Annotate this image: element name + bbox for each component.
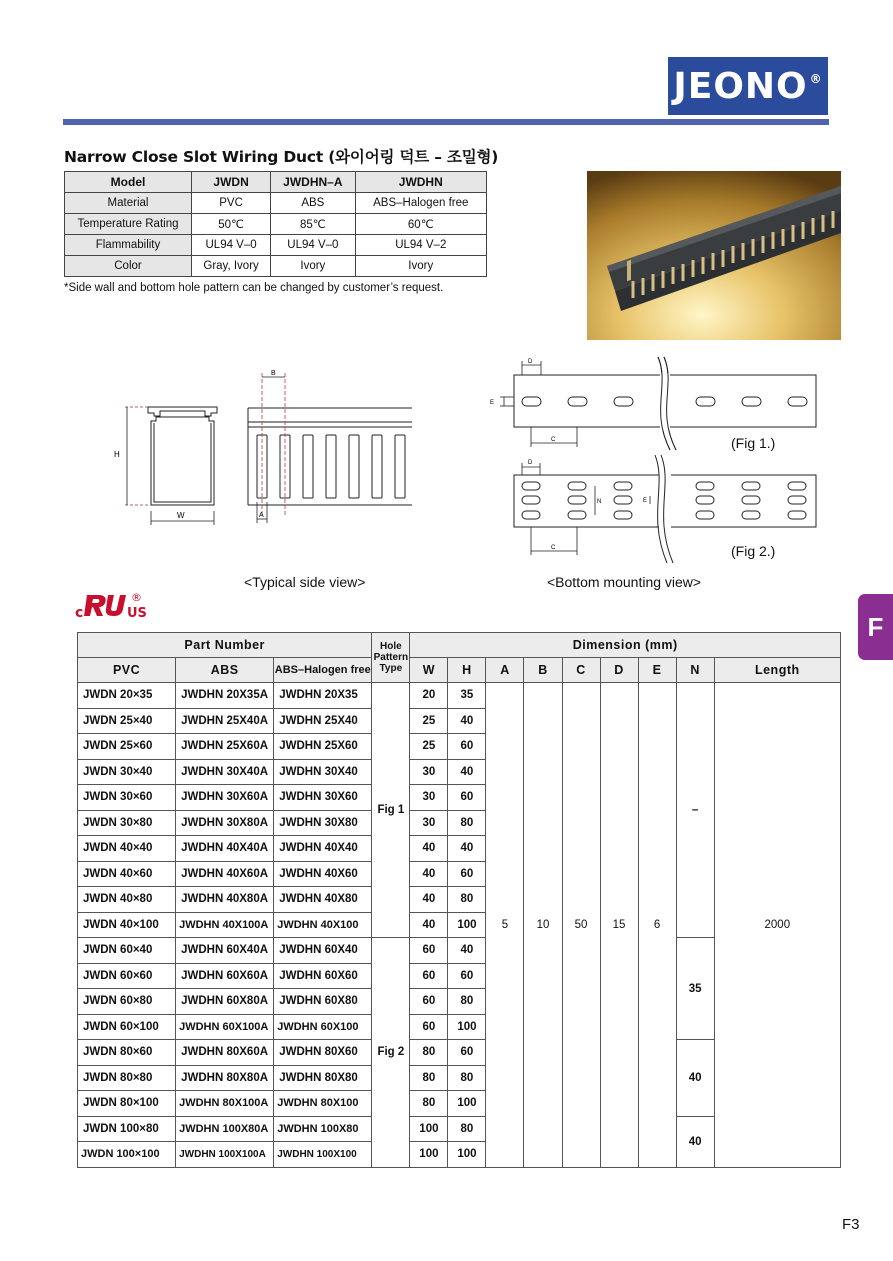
header-pvc: PVC <box>78 658 176 683</box>
dim-w: 60 <box>410 938 448 964</box>
pvc-part: JWDN 30×60 <box>78 785 176 811</box>
dim-w: 40 <box>410 861 448 887</box>
header-rule <box>63 119 829 125</box>
spec-cell: Ivory <box>271 256 355 277</box>
hole-pattern-fig2: Fig 2 <box>372 938 410 1168</box>
halogen-free-part: JWDHN 80X80 <box>274 1065 372 1091</box>
dim-h: 60 <box>448 1040 486 1066</box>
pvc-part: JWDN 100×100 <box>78 1142 176 1168</box>
pvc-part: JWDN 80×80 <box>78 1065 176 1091</box>
header-d: D <box>600 658 638 683</box>
label-h: H <box>114 450 120 459</box>
header-abs-halogen-free: ABS–Halogen free <box>274 658 372 683</box>
dim-w: 100 <box>410 1142 448 1168</box>
pvc-part: JWDN 25×60 <box>78 734 176 760</box>
dim-w: 80 <box>410 1040 448 1066</box>
spec-cell: ABS <box>271 193 355 214</box>
halogen-free-part: JWDHN 25X60 <box>274 734 372 760</box>
abs-part: JWDHN 80X100A <box>176 1091 274 1117</box>
pvc-part: JWDN 60×60 <box>78 963 176 989</box>
dim-h: 80 <box>448 810 486 836</box>
halogen-free-part: JWDHN 30X60 <box>274 785 372 811</box>
spec-header-jwdhn: JWDHN <box>355 172 486 193</box>
abs-part: JWDHN 40X80A <box>176 887 274 913</box>
table-column-header-row <box>78 658 841 683</box>
dim-h: 60 <box>448 734 486 760</box>
abs-part: JWDHN 100X100A <box>176 1142 274 1168</box>
dim-w: 40 <box>410 887 448 913</box>
dim-w: 40 <box>410 836 448 862</box>
dim-w: 20 <box>410 683 448 709</box>
label-c-fig2: C <box>551 545 556 551</box>
table-row <box>78 683 841 709</box>
dim-w: 60 <box>410 989 448 1015</box>
spec-row <box>65 214 487 235</box>
spec-cell: 60℃ <box>355 214 486 235</box>
typical-side-view-caption: <Typical side view> <box>244 574 366 590</box>
dim-h: 80 <box>448 989 486 1015</box>
abs-part: JWDHN 60X80A <box>176 989 274 1015</box>
halogen-free-part: JWDHN 40X100 <box>274 912 372 938</box>
dim-a: 5 <box>486 683 524 1168</box>
abs-part: JWDHN 30X60A <box>176 785 274 811</box>
dim-h: 80 <box>448 887 486 913</box>
pvc-part: JWDN 30×80 <box>78 810 176 836</box>
pvc-part: JWDN 40×40 <box>78 836 176 862</box>
dim-h: 100 <box>448 1091 486 1117</box>
halogen-free-part: JWDHN 80X100 <box>274 1091 372 1117</box>
abs-part: JWDHN 40X40A <box>176 836 274 862</box>
header-b: B <box>524 658 562 683</box>
dim-w: 25 <box>410 708 448 734</box>
svg-text:US: US <box>127 606 147 621</box>
side-cross-section-diagram <box>105 395 225 530</box>
halogen-free-part: JWDHN 60X60 <box>274 963 372 989</box>
jeono-logo: JEONO ® <box>668 57 828 115</box>
label-d-fig1: D <box>528 359 533 365</box>
spec-cell: UL94 V–2 <box>355 235 486 256</box>
spec-row <box>65 235 487 256</box>
spec-row <box>65 256 487 277</box>
dim-b: 10 <box>524 683 562 1168</box>
halogen-free-part: JWDHN 40X80 <box>274 887 372 913</box>
dim-w: 80 <box>410 1091 448 1117</box>
halogen-free-part: JWDHN 40X40 <box>274 836 372 862</box>
side-wall-diagram <box>240 365 415 530</box>
dim-h: 100 <box>448 1014 486 1040</box>
spec-row-label: Material <box>65 193 192 214</box>
header-part-number: Part Number <box>78 633 372 658</box>
pvc-part: JWDN 100×80 <box>78 1116 176 1142</box>
dim-h: 40 <box>448 759 486 785</box>
header-hole-pattern-type: Hole Pattern Type <box>372 633 410 683</box>
pvc-part: JWDN 60×40 <box>78 938 176 964</box>
halogen-free-part: JWDHN 30X40 <box>274 759 372 785</box>
pvc-part: JWDN 60×100 <box>78 1014 176 1040</box>
header-n: N <box>676 658 714 683</box>
dim-n-40-second: 40 <box>676 1116 714 1167</box>
halogen-free-part: JWDHN 60X40 <box>274 938 372 964</box>
spec-header-row <box>65 172 487 193</box>
dim-h: 40 <box>448 708 486 734</box>
abs-part: JWDHN 100X80A <box>176 1116 274 1142</box>
spec-cell: Ivory <box>355 256 486 277</box>
dim-h: 80 <box>448 1065 486 1091</box>
label-a: A <box>259 512 264 519</box>
dim-h: 100 <box>448 1142 486 1168</box>
abs-part: JWDHN 60X100A <box>176 1014 274 1040</box>
dim-h: 60 <box>448 785 486 811</box>
cru-us-certification-icon <box>75 589 160 622</box>
spec-cell: 50℃ <box>192 214 271 235</box>
header-c: C <box>562 658 600 683</box>
svg-text:®: ® <box>131 591 142 604</box>
abs-part: JWDHN 30X80A <box>176 810 274 836</box>
dim-d: 15 <box>600 683 638 1168</box>
abs-part: JWDHN 25X40A <box>176 708 274 734</box>
abs-part: JWDHN 25X60A <box>176 734 274 760</box>
dim-h: 100 <box>448 912 486 938</box>
header-h: H <box>448 658 486 683</box>
dim-c: 50 <box>562 683 600 1168</box>
halogen-free-part: JWDHN 25X40 <box>274 708 372 734</box>
dim-w: 60 <box>410 963 448 989</box>
pvc-part: JWDN 60×80 <box>78 989 176 1015</box>
dim-w: 60 <box>410 1014 448 1040</box>
abs-part: JWDHN 40X100A <box>176 912 274 938</box>
pvc-part: JWDN 80×60 <box>78 1040 176 1066</box>
halogen-free-part: JWDHN 40X60 <box>274 861 372 887</box>
dim-w: 25 <box>410 734 448 760</box>
dim-h: 35 <box>448 683 486 709</box>
abs-part: JWDHN 60X60A <box>176 963 274 989</box>
header-w: W <box>410 658 448 683</box>
dim-h: 40 <box>448 836 486 862</box>
dim-h: 60 <box>448 861 486 887</box>
spec-row-label: Temperature Rating <box>65 214 192 235</box>
dim-h: 40 <box>448 938 486 964</box>
header-length: Length <box>714 658 840 683</box>
abs-part: JWDHN 20X35A <box>176 683 274 709</box>
pvc-part: JWDN 40×80 <box>78 887 176 913</box>
dim-n-dash: – <box>676 683 714 938</box>
page-number: F3 <box>842 1216 860 1233</box>
dim-w: 30 <box>410 785 448 811</box>
label-c-fig1: C <box>551 437 556 443</box>
customization-note: *Side wall and bottom hole pattern can be changed by customer’s request. <box>64 282 444 294</box>
halogen-free-part: JWDHN 60X100 <box>274 1014 372 1040</box>
spec-row-label: Flammability <box>65 235 192 256</box>
pvc-part: JWDN 80×100 <box>78 1091 176 1117</box>
page-title: Narrow Close Slot Wiring Duct (와이어링 덕트 – 조밀형) <box>64 148 499 166</box>
pvc-part: JWDN 20×35 <box>78 683 176 709</box>
dim-h: 80 <box>448 1116 486 1142</box>
pvc-part: JWDN 25×40 <box>78 708 176 734</box>
spec-row <box>65 193 487 214</box>
bottom-view-fig2-diagram <box>495 455 825 565</box>
spec-table <box>64 171 487 277</box>
product-photo <box>587 171 841 340</box>
abs-part: JWDHN 60X40A <box>176 938 274 964</box>
abs-part: JWDHN 30X40A <box>176 759 274 785</box>
dim-length: 2000 <box>714 683 840 1168</box>
pvc-part: JWDN 30×40 <box>78 759 176 785</box>
spec-cell: ABS–Halogen free <box>355 193 486 214</box>
dim-n-35: 35 <box>676 938 714 1040</box>
spec-cell: 85℃ <box>271 214 355 235</box>
dim-e: 6 <box>638 683 676 1168</box>
spec-cell: UL94 V–0 <box>192 235 271 256</box>
spec-cell: PVC <box>192 193 271 214</box>
halogen-free-part: JWDHN 60X80 <box>274 989 372 1015</box>
part-number-table <box>77 632 841 1168</box>
dim-w: 40 <box>410 912 448 938</box>
label-e-fig2: E <box>643 498 648 504</box>
label-d-fig2: D <box>528 460 533 466</box>
spec-cell: UL94 V–0 <box>271 235 355 256</box>
header-e: E <box>638 658 676 683</box>
label-n-fig2: N <box>597 499 602 505</box>
header-dimension: Dimension (mm) <box>410 633 841 658</box>
section-tab: F <box>858 594 893 660</box>
dim-w: 80 <box>410 1065 448 1091</box>
spec-header-model: Model <box>65 172 192 193</box>
abs-part: JWDHN 80X80A <box>176 1065 274 1091</box>
halogen-free-part: JWDHN 100X80 <box>274 1116 372 1142</box>
dim-w: 30 <box>410 810 448 836</box>
label-b: B <box>271 370 276 377</box>
hole-pattern-fig1: Fig 1 <box>372 683 410 938</box>
abs-part: JWDHN 80X60A <box>176 1040 274 1066</box>
halogen-free-part: JWDHN 100X100 <box>274 1142 372 1168</box>
halogen-free-part: JWDHN 80X60 <box>274 1040 372 1066</box>
dim-n-40: 40 <box>676 1040 714 1117</box>
fig2-caption: (Fig 2.) <box>731 543 776 559</box>
halogen-free-part: JWDHN 20X35 <box>274 683 372 709</box>
bottom-mounting-view-caption: <Bottom mounting view> <box>547 574 702 590</box>
svg-text:c: c <box>75 605 84 621</box>
dim-w: 100 <box>410 1116 448 1142</box>
pvc-part: JWDN 40×100 <box>78 912 176 938</box>
dim-h: 60 <box>448 963 486 989</box>
fig1-caption: (Fig 1.) <box>731 435 776 451</box>
table-group-header-row <box>78 633 841 658</box>
spec-row-label: Color <box>65 256 192 277</box>
spec-header-jwdhn-a: JWDHN–A <box>271 172 355 193</box>
pvc-part: JWDN 40×60 <box>78 861 176 887</box>
spec-header-jwdn: JWDN <box>192 172 271 193</box>
spec-cell: Gray, Ivory <box>192 256 271 277</box>
label-w: W <box>177 511 185 520</box>
dim-w: 30 <box>410 759 448 785</box>
abs-part: JWDHN 40X60A <box>176 861 274 887</box>
label-e-fig1: E <box>490 400 495 406</box>
header-abs: ABS <box>176 658 274 683</box>
header-a: A <box>486 658 524 683</box>
halogen-free-part: JWDHN 30X80 <box>274 810 372 836</box>
